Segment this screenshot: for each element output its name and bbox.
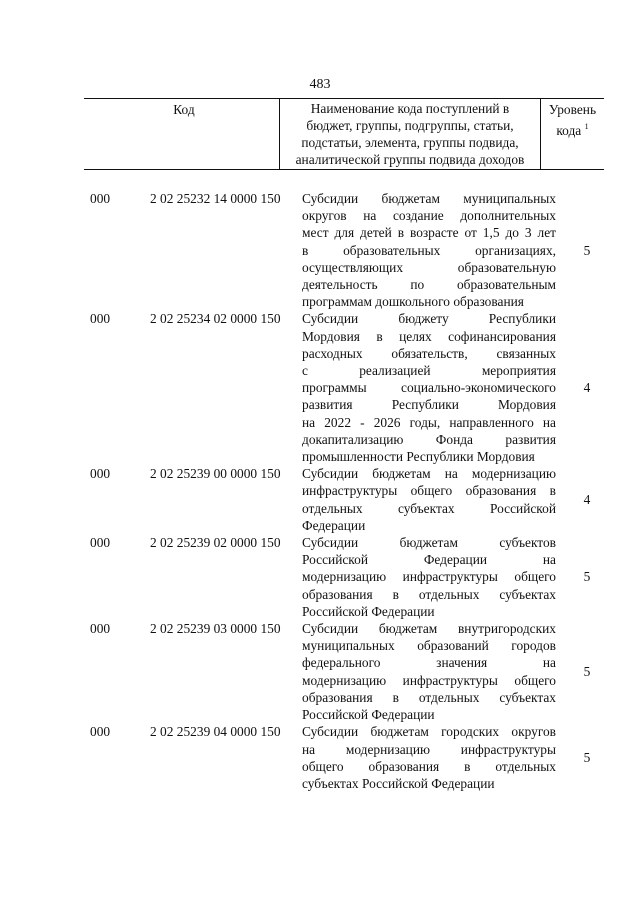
revenue-name [302, 190, 556, 310]
revenue-name-line: с реализацией мероприятия [302, 363, 556, 379]
admin-code: 000 [90, 535, 111, 551]
revenue-name-line: Федерации [302, 517, 366, 533]
revenue-name-line: образования в отдельных субъектах [302, 586, 556, 602]
revenue-code: 2 02 25234 02 0000 150 [150, 311, 281, 327]
code-level: 4 [583, 492, 591, 508]
revenue-name [302, 620, 556, 723]
revenue-name-line: отдельных субъектах Российской [302, 500, 556, 516]
revenue-name-line: модернизацию инфраструктуры общего [302, 672, 556, 688]
revenue-code: 2 02 25232 14 0000 150 [150, 191, 281, 206]
revenue-name-line: федерального значения на [302, 655, 556, 671]
revenue-name-line: на 2022 - 2026 годы, направленного на [302, 414, 556, 430]
table-row [0, 723, 640, 792]
header-name-line: бюджет, группы, подгруппы, статьи, [306, 118, 514, 133]
revenue-name-line: промышленности Республики Мордовия [302, 449, 535, 465]
revenue-name-line: инфраструктуры общего образования в [302, 483, 556, 499]
revenue-name-line: общего образования в отдельных [302, 758, 556, 774]
header-level-line1: Уровень [548, 102, 597, 117]
footnote-marker: 1 [584, 122, 589, 131]
code-level: 5 [583, 664, 591, 680]
revenue-name-line: модернизацию инфраструктуры общего [302, 569, 556, 585]
revenue-name [302, 723, 556, 792]
page-number: 483 [309, 77, 331, 92]
revenue-name-line: деятельность по образовательным [302, 277, 556, 293]
header-name-line: подстатьи, элемента, группы подвида, [301, 135, 519, 150]
admin-code: 000 [90, 466, 111, 482]
revenue-name-line: программы социально-экономического [302, 380, 556, 396]
header-level-word: кода [556, 123, 582, 138]
revenue-code: 2 02 25239 03 0000 150 [150, 621, 281, 637]
table-body [0, 190, 640, 792]
table-header [84, 98, 604, 170]
revenue-name-line: Субсидии бюджетам на модернизацию [302, 466, 556, 482]
code-level: 4 [583, 380, 591, 396]
admin-code: 000 [90, 191, 111, 206]
revenue-name-line: в образовательных организациях, [302, 242, 556, 258]
table-row [0, 310, 640, 465]
admin-code: 000 [90, 311, 111, 327]
header-code: Код [173, 102, 195, 117]
header-name-line: аналитической группы подвида доходов [295, 152, 525, 167]
revenue-name-line: Российской Федерации [302, 707, 435, 723]
revenue-name-line: муниципальных образований городов [302, 638, 556, 654]
revenue-code: 2 02 25239 04 0000 150 [150, 724, 281, 740]
revenue-name-line: Мордовия в целях софинансирования [302, 328, 556, 344]
revenue-name-line: на модернизацию инфраструктуры [302, 741, 556, 757]
table-row [0, 534, 640, 620]
revenue-code: 2 02 25239 00 0000 150 [150, 466, 281, 482]
table-row [0, 620, 640, 723]
admin-code: 000 [90, 621, 111, 637]
revenue-name-line: Российской Федерации [302, 603, 435, 619]
revenue-name-line: развития Республики Мордовия [302, 397, 556, 413]
revenue-name-line: программам дошкольного образования [302, 294, 524, 310]
revenue-name-line: докапитализацию Фонда развития [302, 431, 556, 447]
revenue-name-line: округов на создание дополнительных [302, 208, 556, 224]
code-level: 5 [583, 242, 591, 258]
revenue-name-line: Субсидии бюджетам субъектов [302, 535, 556, 551]
revenue-name [302, 534, 556, 620]
header-level-line2 [541, 118, 604, 139]
header-level [541, 99, 604, 169]
revenue-name-line: субъектах Российской Федерации [302, 775, 495, 791]
revenue-name-line: мест для детей в возрасте от 1,5 до 3 лет [302, 225, 556, 241]
revenue-code: 2 02 25239 02 0000 150 [150, 535, 281, 551]
revenue-name-line: Субсидии бюджетам городских округов [302, 724, 556, 740]
revenue-name-line: расходных обязательств, связанных [302, 345, 556, 361]
admin-code: 000 [90, 724, 111, 740]
revenue-name-line: Российской Федерации на [302, 552, 556, 568]
revenue-name-line: Субсидии бюджетам внутригородских [302, 621, 556, 637]
table-row [0, 190, 640, 310]
table-row [0, 465, 640, 534]
revenue-name [302, 310, 556, 465]
header-name-line: Наименование кода поступлений в [310, 101, 510, 116]
revenue-name-line: Субсидии бюджетам муниципальных [302, 191, 556, 206]
revenue-name-line: образования в отдельных субъектах [302, 689, 556, 705]
code-level: 5 [583, 750, 591, 766]
code-level: 5 [583, 569, 591, 585]
header-name [279, 99, 541, 169]
revenue-name-line: Субсидии бюджету Республики [302, 311, 556, 327]
revenue-name-line: осуществляющих образовательную [302, 259, 556, 275]
revenue-name [302, 465, 556, 534]
